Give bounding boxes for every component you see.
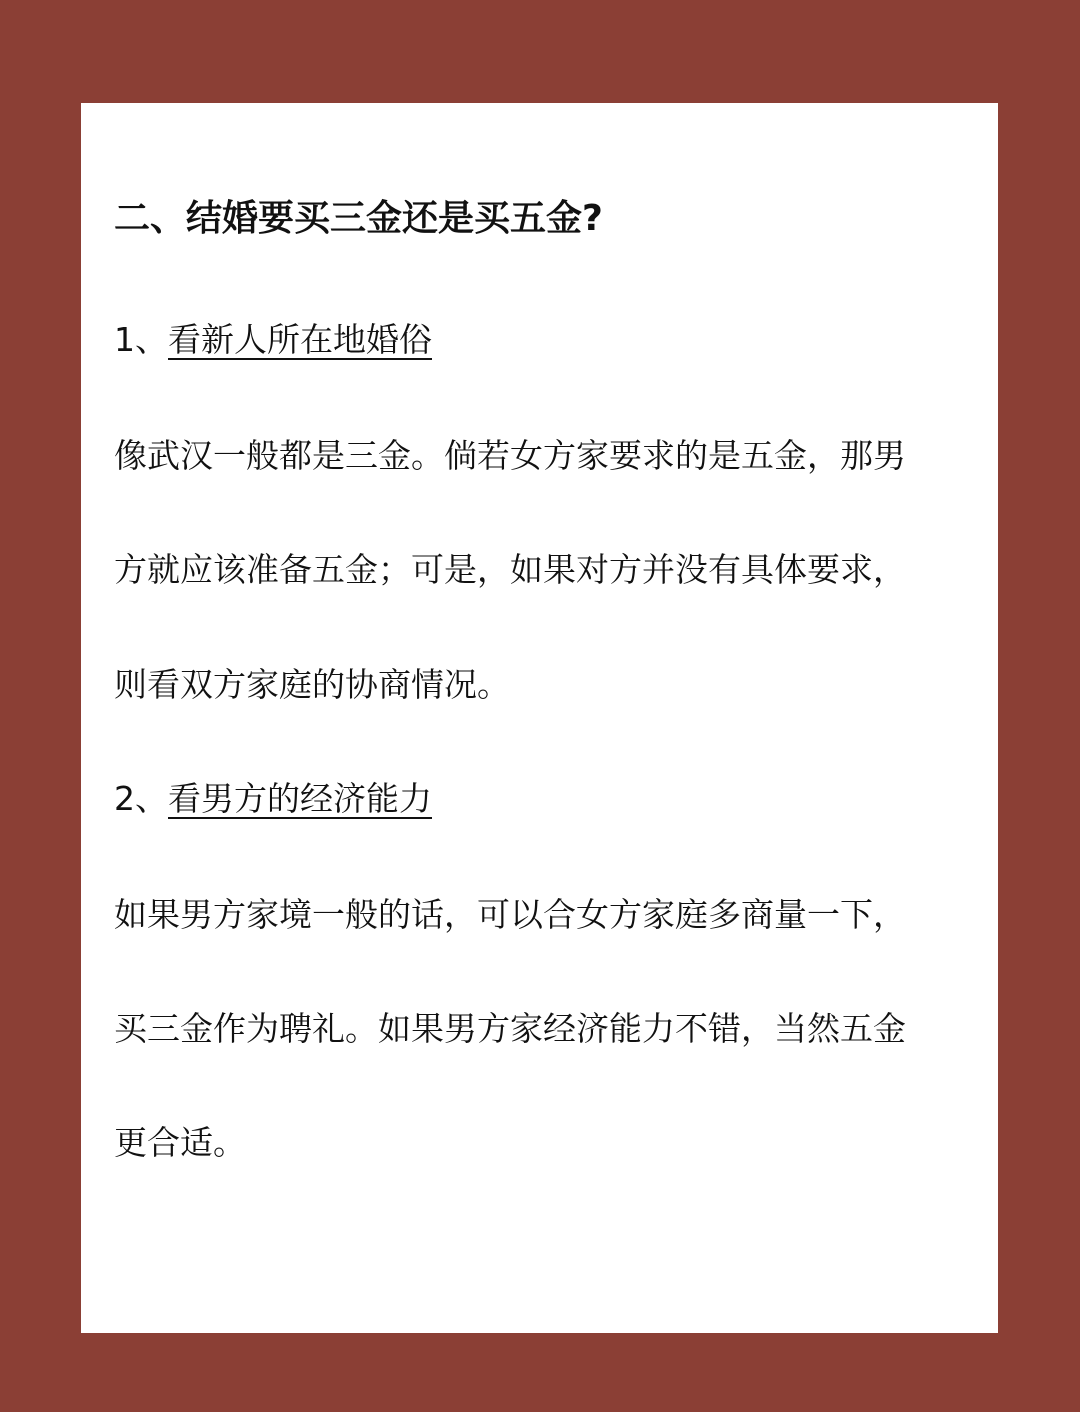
section-number-2: 2、 bbox=[114, 779, 168, 818]
section-heading-2 bbox=[114, 779, 432, 818]
section-heading-1 bbox=[114, 320, 432, 359]
paragraph-line: 方就应该准备五金；可是，如果对方并没有具体要求， bbox=[114, 550, 906, 589]
section-title-2: 看男方的经济能力 bbox=[168, 779, 432, 818]
paragraph-line: 像武汉一般都是三金。倘若女方家要求的是五金，那男 bbox=[114, 436, 906, 475]
paragraph-line: 则看双方家庭的协商情况。 bbox=[114, 665, 510, 704]
section-number-1: 1、 bbox=[114, 320, 168, 359]
page-title: 二、结婚要买三金还是买五金? bbox=[114, 198, 603, 239]
paragraph-line: 如果男方家境一般的话，可以合女方家庭多商量一下， bbox=[114, 895, 906, 934]
paragraph-line: 更合适。 bbox=[114, 1123, 246, 1162]
content-card bbox=[81, 103, 998, 1333]
section-title-1: 看新人所在地婚俗 bbox=[168, 320, 432, 359]
paragraph-line: 买三金作为聘礼。如果男方家经济能力不错，当然五金 bbox=[114, 1009, 906, 1048]
